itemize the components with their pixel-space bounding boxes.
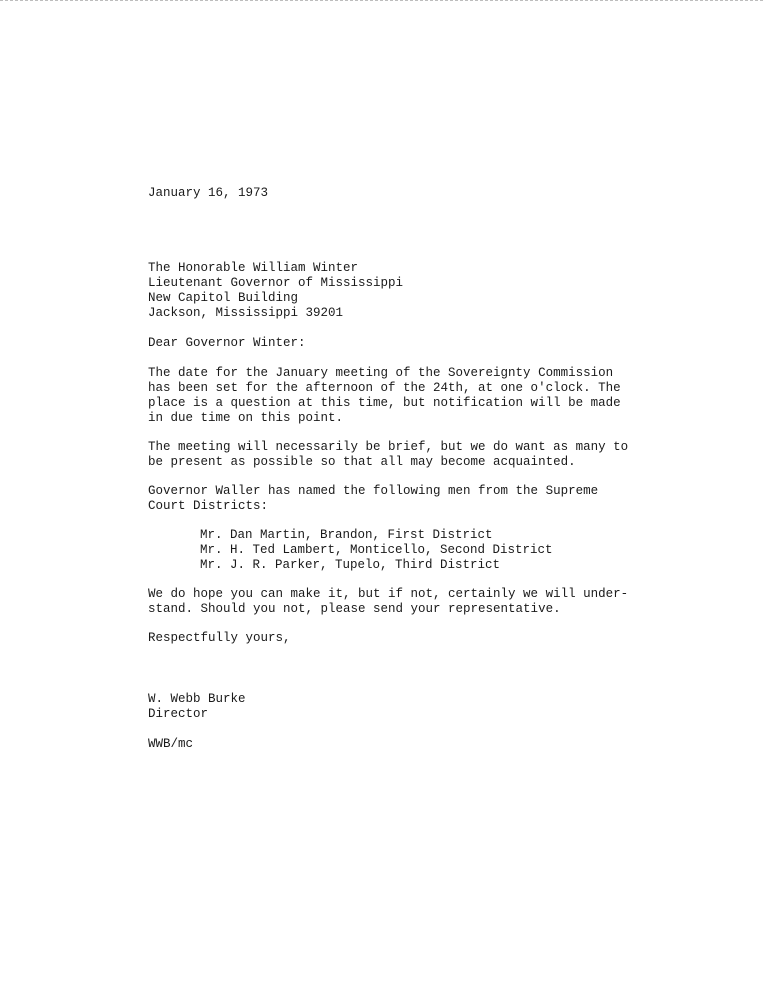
paragraph-line: be present as possible so that all may become acquainted. xyxy=(148,455,576,469)
recipient-address xyxy=(148,261,668,321)
page-top-edge xyxy=(0,0,763,1)
appointee-item: Mr. H. Ted Lambert, Monticello, Second District xyxy=(200,543,553,557)
paragraph-closing-request xyxy=(148,587,668,617)
appointee-list xyxy=(200,528,668,573)
paragraph-line: We do hope you can make it, but if not, certainly we will under- xyxy=(148,587,629,601)
appointee-item: Mr. Dan Martin, Brandon, First District xyxy=(200,528,493,542)
paragraph-line: in due time on this point. xyxy=(148,411,344,425)
paragraph-meeting-brief xyxy=(148,440,668,470)
recipient-building: New Capitol Building xyxy=(148,291,299,305)
salutation: Dear Governor Winter: xyxy=(148,336,306,350)
signature-block xyxy=(148,692,668,722)
letter-body xyxy=(148,186,668,752)
recipient-city: Jackson, Mississippi 39201 xyxy=(148,306,344,320)
reference-initials: WWB/mc xyxy=(148,737,194,751)
paragraph-appointments xyxy=(148,484,668,514)
paragraph-meeting-date xyxy=(148,366,668,426)
paragraph-line: The date for the January meeting of the Sovereignty Commission xyxy=(148,366,614,380)
recipient-title: Lieutenant Governor of Mississippi xyxy=(148,276,404,290)
closing: Respectfully yours, xyxy=(148,631,291,645)
paragraph-line: has been set for the afternoon of the 24th, at one o'clock. The xyxy=(148,381,621,395)
recipient-name: The Honorable William Winter xyxy=(148,261,359,275)
paragraph-line: stand. Should you not, please send your representative. xyxy=(148,602,561,616)
letter-date: January 16, 1973 xyxy=(148,186,269,200)
appointee-item: Mr. J. R. Parker, Tupelo, Third District xyxy=(200,558,501,572)
paragraph-line: The meeting will necessarily be brief, but we do want as many to xyxy=(148,440,629,454)
signer-name: W. Webb Burke xyxy=(148,692,246,706)
paragraph-line: Court Districts: xyxy=(148,499,269,513)
paragraph-line: Governor Waller has named the following men from the Supreme xyxy=(148,484,599,498)
paragraph-line: place is a question at this time, but notification will be made xyxy=(148,396,621,410)
signer-title: Director xyxy=(148,707,209,721)
